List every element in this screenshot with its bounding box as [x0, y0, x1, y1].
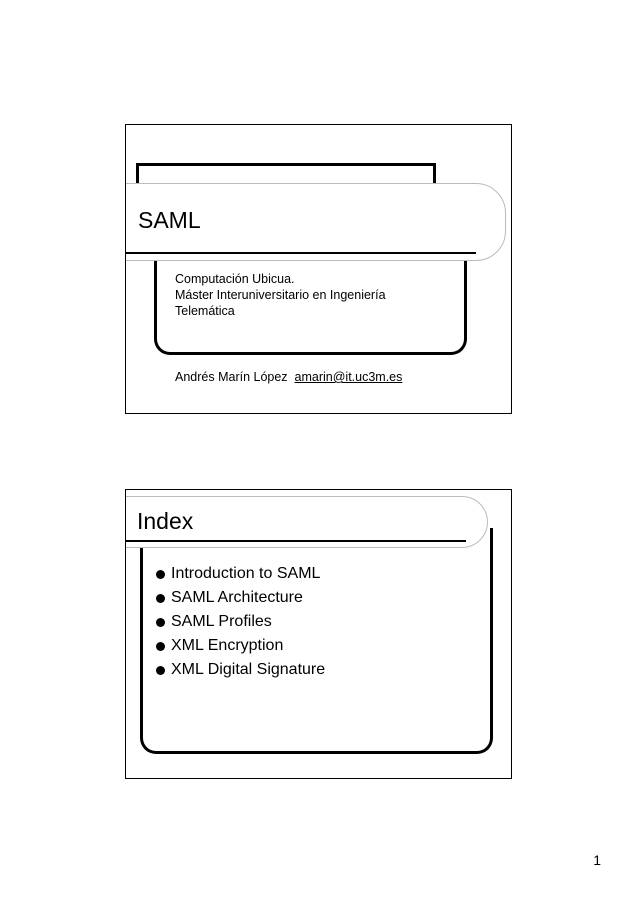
list-item: XML Encryption: [156, 634, 325, 658]
list-item: XML Digital Signature: [156, 658, 325, 682]
title-underline: [126, 252, 476, 254]
author-line: [175, 370, 402, 384]
subtitle-line-1: Computación Ubicua.: [175, 272, 295, 286]
subtitle-line-2: Máster Interuniversitario en Ingeniería: [175, 288, 386, 302]
bullet-icon: [156, 642, 165, 651]
bullet-icon: [156, 570, 165, 579]
title-underline: [126, 540, 466, 542]
list-item: Introduction to SAML: [156, 562, 325, 586]
index-list: [156, 562, 325, 682]
slide-title: SAML: [138, 207, 201, 233]
slide-1: [125, 124, 512, 414]
list-item: SAML Profiles: [156, 610, 325, 634]
bullet-icon: [156, 666, 165, 675]
subtitle-line-3: Telemática: [175, 304, 235, 318]
bullet-icon: [156, 594, 165, 603]
course-subtitle: [175, 271, 386, 319]
list-item: SAML Architecture: [156, 586, 325, 610]
bullet-icon: [156, 618, 165, 627]
page-number: 1: [593, 852, 601, 868]
author-name: Andrés Marín López: [175, 370, 288, 384]
author-email-link[interactable]: amarin@it.uc3m.es: [294, 370, 403, 384]
slide-title: Index: [137, 508, 194, 534]
slide-2: [125, 489, 512, 779]
